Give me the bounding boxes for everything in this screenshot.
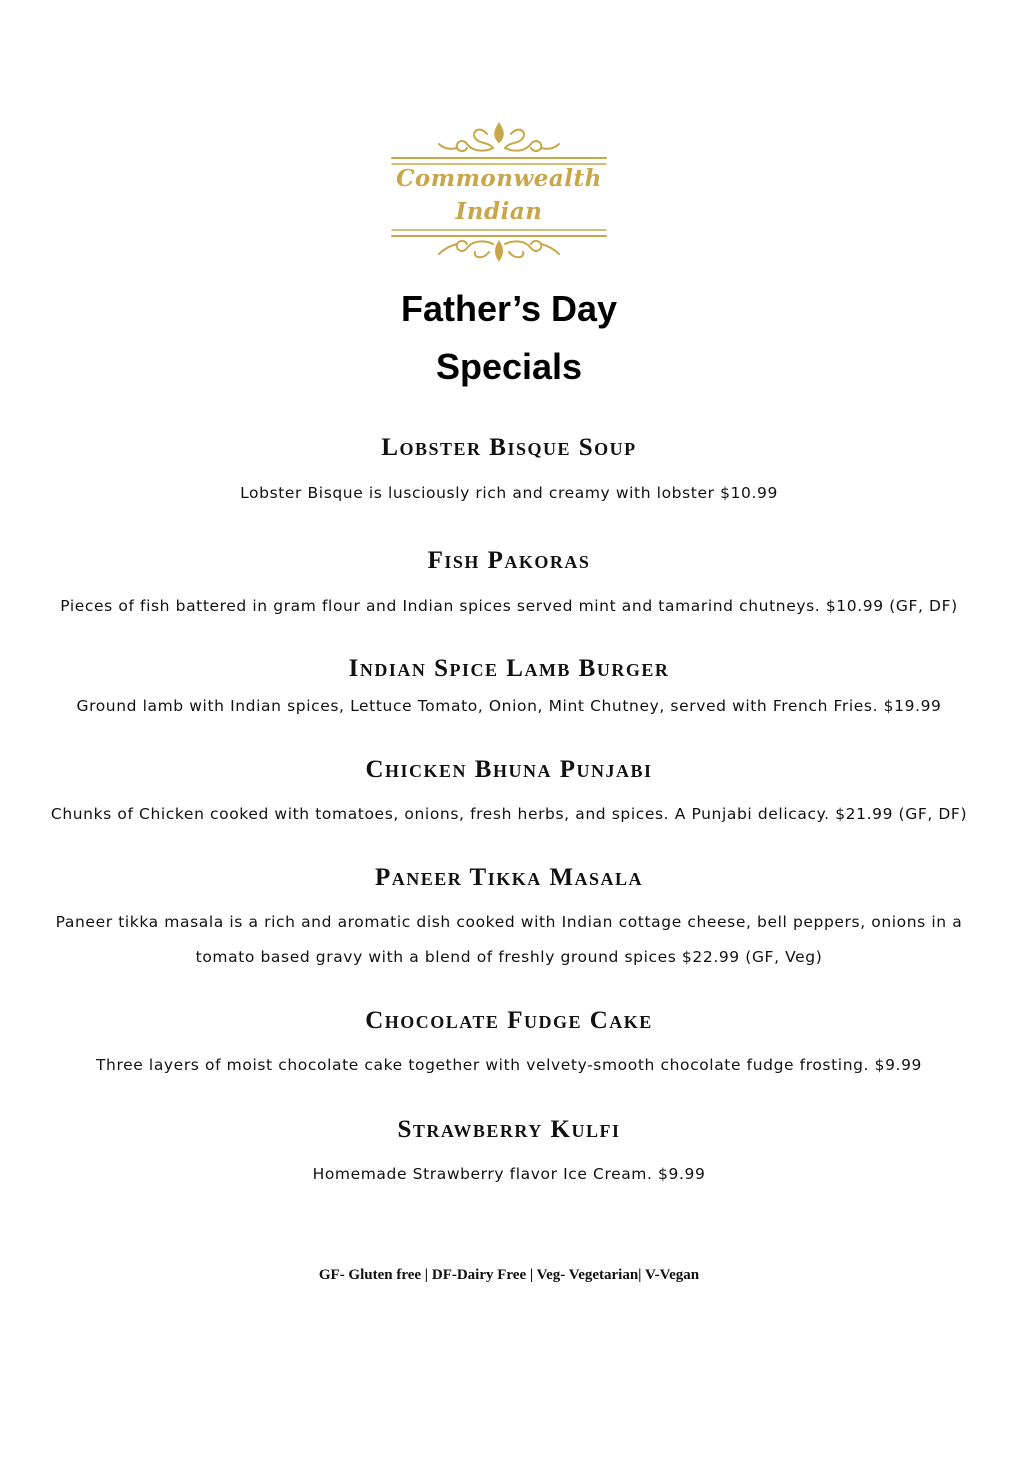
menu-item-description: Ground lamb with Indian spices, Lettuce Tomato, Onion, Mint Chutney, served with French Fries. $19.99 bbox=[76, 697, 942, 715]
logo-text-line1: Commonwealth bbox=[396, 165, 602, 192]
menu-item-name: Strawberry Kulfi bbox=[397, 1116, 621, 1143]
menu-item-description: Three layers of moist chocolate cake together with velvety-smooth chocolate fudge frosting. $9.99 bbox=[95, 1056, 922, 1074]
menu-item-description: Chunks of Chicken cooked with tomatoes, onions, fresh herbs, and spices. A Punjabi delicacy. $21.99 (GF, DF) bbox=[50, 805, 968, 823]
menu-item-description: Lobster Bisque is lusciously rich and creamy with lobster $10.99 bbox=[240, 484, 778, 502]
menu-item-name: Lobster Bisque Soup bbox=[381, 434, 637, 461]
logo-text-line2: Indian bbox=[455, 198, 543, 225]
menu-item-name: Paneer Tikka Masala bbox=[374, 864, 644, 891]
dietary-legend: GF- Gluten free | DF-Dairy Free | Veg- Vegetarian| V-Vegan bbox=[318, 1267, 700, 1283]
menu-item-description: Pieces of fish battered in gram flour and Indian spices served mint and tamarind chutneys. $10.99 (GF, DF) bbox=[60, 597, 958, 615]
restaurant-logo bbox=[389, 120, 609, 265]
menu-item-name: Chicken Bhuna Punjabi bbox=[365, 756, 653, 783]
page-title-line1: Father’s Day bbox=[400, 288, 618, 329]
menu-item-description: Paneer tikka masala is a rich and aromatic dish cooked with Indian cottage cheese, bell peppers, onions in a tomato based gravy with a blend of freshly ground spices $22.99 (GF, Veg) bbox=[55, 913, 963, 966]
menu-item-name: Chocolate Fudge Cake bbox=[365, 1007, 653, 1034]
menu-item-name: Indian Spice Lamb Burger bbox=[348, 655, 670, 682]
page-title-line2: Specials bbox=[435, 346, 583, 387]
menu-item-name: Fish Pakoras bbox=[427, 547, 591, 574]
logo-ornament-icon bbox=[389, 120, 609, 265]
menu-item-description: Homemade Strawberry flavor Ice Cream. $9.99 bbox=[312, 1165, 706, 1183]
